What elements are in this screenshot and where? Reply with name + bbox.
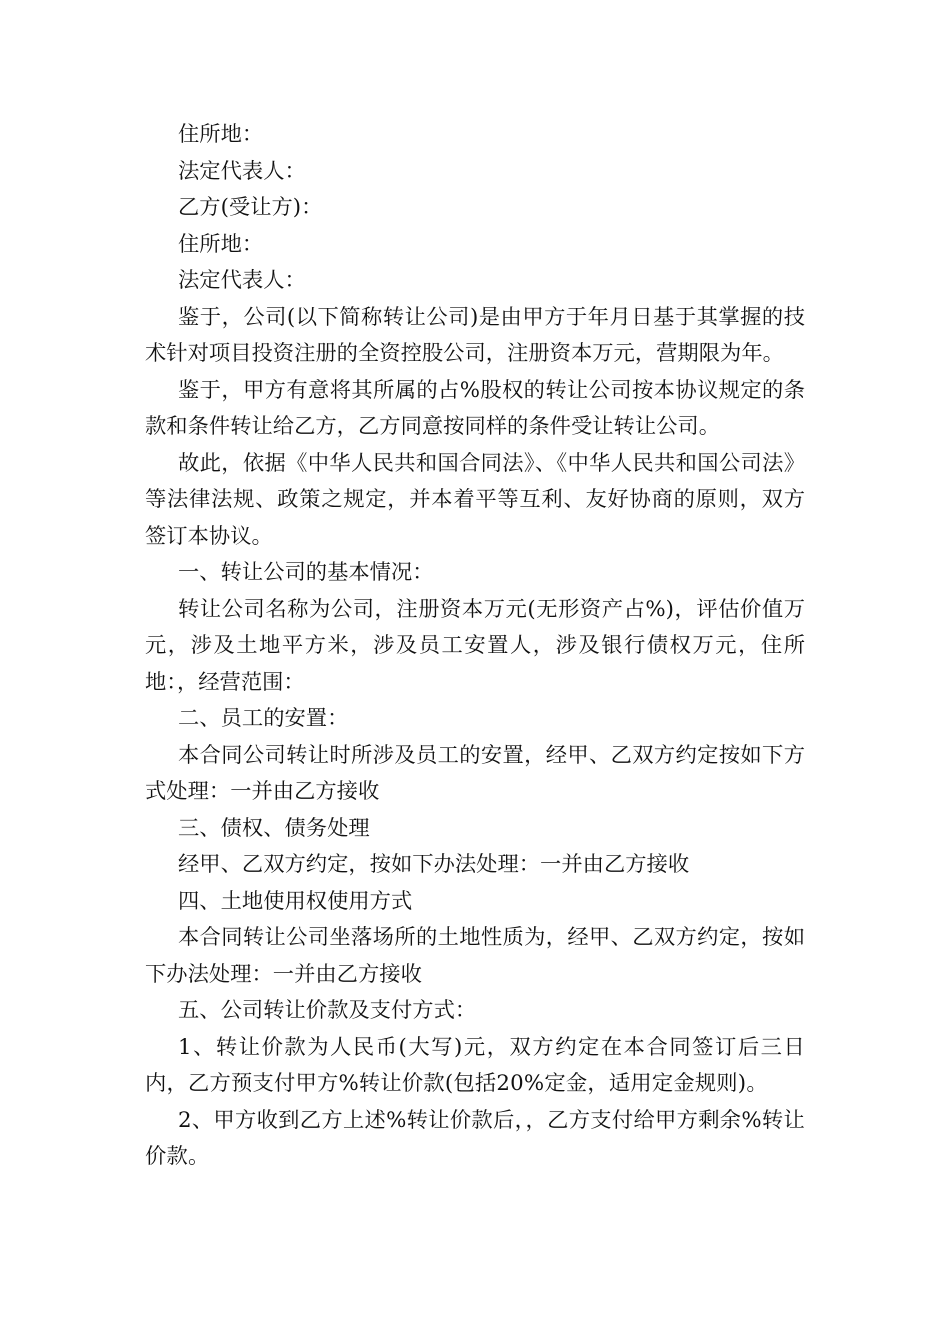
document-body — [145, 117, 805, 1176]
section-5-heading: 五、公司转让价款及支付方式： — [178, 998, 477, 1023]
section-5-item-1: 1、转让价款为人民币(大写)元，双方约定在本合同签订后三日内，乙方预支付甲方%转让价款(包括20%定金，适用定金规则)。 — [145, 1034, 805, 1096]
section-2-body: 本合同公司转让时所涉及员工的安置，经甲、乙双方约定按如下方式处理：一并由乙方接收 — [145, 742, 805, 804]
party-a-legal-representative: 法定代表人： — [178, 158, 306, 184]
section-3-heading: 三、债权、债务处理 — [178, 815, 370, 841]
section-4-body: 本合同转让公司坐落场所的土地性质为，经甲、乙双方约定，按如下办法处理：一并由乙方接收 — [145, 925, 805, 987]
section-3-body: 经甲、乙双方约定，按如下办法处理：一并由乙方接收 — [178, 852, 690, 877]
section-1-heading: 一、转让公司的基本情况： — [178, 560, 434, 585]
section-4-heading: 四、土地使用权使用方式 — [178, 888, 413, 914]
section-1-body: 转让公司名称为公司，注册资本万元(无形资产占%)，评估价值万元，涉及土地平方米，涉及员工安置人，涉及银行债权万元，住所地：，经营范围： — [145, 596, 805, 695]
section-2-heading: 二、员工的安置： — [178, 706, 349, 731]
party-b-legal-representative: 法定代表人： — [178, 268, 306, 293]
party-a-address: 住所地： — [178, 122, 264, 147]
recital-legal-basis: 故此，依据《中华人民共和国合同法》、《中华人民共和国公司法》等法律法规、政策之规定，并本着平等互利、友好协商的原则，双方签订本协议。 — [145, 450, 805, 549]
recital-company: 鉴于，公司(以下简称转让公司)是由甲方于年月日基于其掌握的技术针对项目投资注册的全资控股公司，注册资本万元，营期限为年。 — [145, 304, 805, 366]
party-b-address: 住所地： — [178, 231, 264, 257]
section-5-item-2: 2、甲方收到乙方上述%转让价款后，，乙方支付给甲方剩余%转让价款。 — [145, 1107, 805, 1169]
party-b-heading: 乙方(受让方)： — [178, 195, 323, 220]
recital-intent: 鉴于，甲方有意将其所属的占%股权的转让公司按本协议规定的条款和条件转让给乙方，乙方同意按同样的条件受让转让公司。 — [145, 377, 805, 439]
